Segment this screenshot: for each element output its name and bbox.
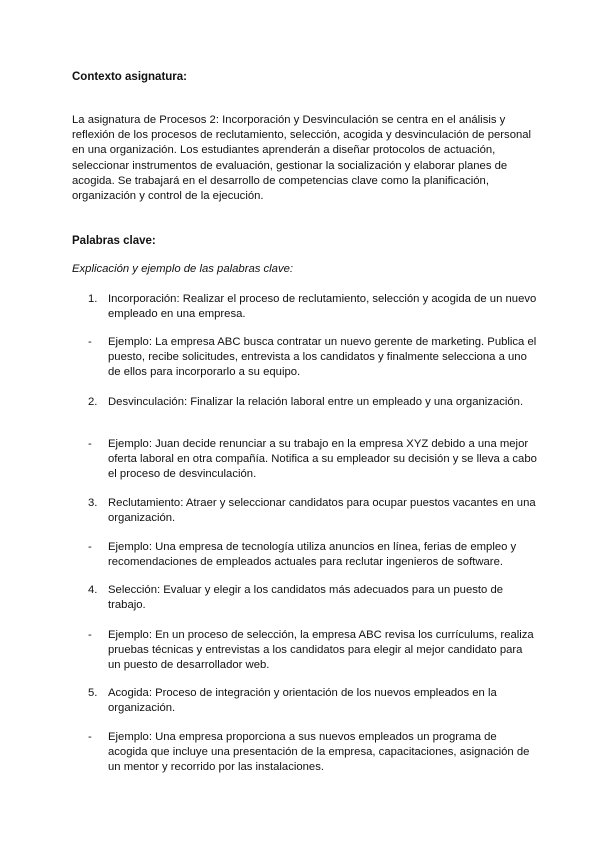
list-item-text: Acogida: Proceso de integración y orientación de los nuevos empleados en la organización. (108, 687, 497, 715)
list-dash: - (88, 438, 92, 450)
context-heading: Contexto asignatura: (72, 71, 188, 83)
context-paragraph: La asignatura de Procesos 2: Incorporación y Desvinculación se centra en el análisis y reflexión de los procesos de reclutamiento, selección, acogida y desvinculación de personal en una organización. Los estudiantes aprenderán a diseñar protocolos de actuación, seleccionar instrumentos de evaluación, gestionar la socialización y elaborar planes de acogida. Se trabajará en el desarrollo de competencias clave como la planificación, organización y control de la ejecución. (72, 114, 532, 203)
list-item-text: Ejemplo: La empresa ABC busca contratar un nuevo gerente de marketing. Publica el puesto, recibe solicitudes, entrevista a los candidatos y finalmente selecciona a uno de ellos para incorporarlo a su equipo. (108, 336, 537, 379)
example-item-acogida (88, 730, 538, 776)
example-item-reclutamiento (88, 540, 538, 570)
list-number: 3. (88, 497, 98, 509)
list-dash: - (88, 731, 92, 743)
list-dash: - (88, 541, 92, 553)
keywords-heading: Palabras clave: (72, 235, 156, 247)
list-number: 2. (88, 396, 98, 408)
keyword-item-reclutamiento (88, 496, 538, 526)
keyword-item-desvinculacion (88, 395, 538, 410)
example-item-desvinculacion (88, 437, 538, 483)
keyword-item-acogida (88, 686, 538, 716)
keyword-item-seleccion (88, 583, 538, 613)
list-number: 4. (88, 584, 98, 596)
list-item-text: Reclutamiento: Atraer y seleccionar candidatos para ocupar puestos vacantes en una organización. (108, 497, 536, 525)
list-item-text: Ejemplo: En un proceso de selección, la empresa ABC revisa los currículums, realiza pruebas técnicas y entrevistas a los candidatos para elegir al mejor candidato para un puesto de desarrollador web. (108, 629, 534, 672)
list-item-text: Ejemplo: Una empresa de tecnología utiliza anuncios en línea, ferias de empleo y recomendaciones de empleados actuales para reclutar ingenieros de software. (108, 541, 517, 569)
list-item-text: Selección: Evaluar y elegir a los candidatos más adecuados para un puesto de trabajo. (108, 584, 504, 612)
list-item-text: Ejemplo: Una empresa proporciona a sus nuevos empleados un programa de acogida que incluye una presentación de la empresa, capacitaciones, asignación de un mentor y recorrido por las instalaciones. (108, 731, 530, 774)
list-number: 5. (88, 687, 98, 699)
keyword-item-incorporacion (88, 292, 538, 322)
example-item-seleccion (88, 628, 538, 674)
example-item-incorporacion (88, 335, 538, 381)
list-item-text: Incorporación: Realizar el proceso de reclutamiento, selección y acogida de un nuevo empleado en una empresa. (108, 293, 537, 321)
keywords-intro: Explicación y ejemplo de las palabras clave: (72, 263, 294, 275)
list-item-text: Desvinculación: Finalizar la relación laboral entre un empleado y una organización. (108, 396, 524, 408)
list-dash: - (88, 629, 92, 641)
list-dash: - (88, 336, 92, 348)
list-number: 1. (88, 293, 98, 305)
list-item-text: Ejemplo: Juan decide renunciar a su trabajo en la empresa XYZ debido a una mejor oferta laboral en otra compañía. Notifica a su empleador su decisión y se lleva a cabo el proceso de desvinculación. (108, 438, 537, 481)
